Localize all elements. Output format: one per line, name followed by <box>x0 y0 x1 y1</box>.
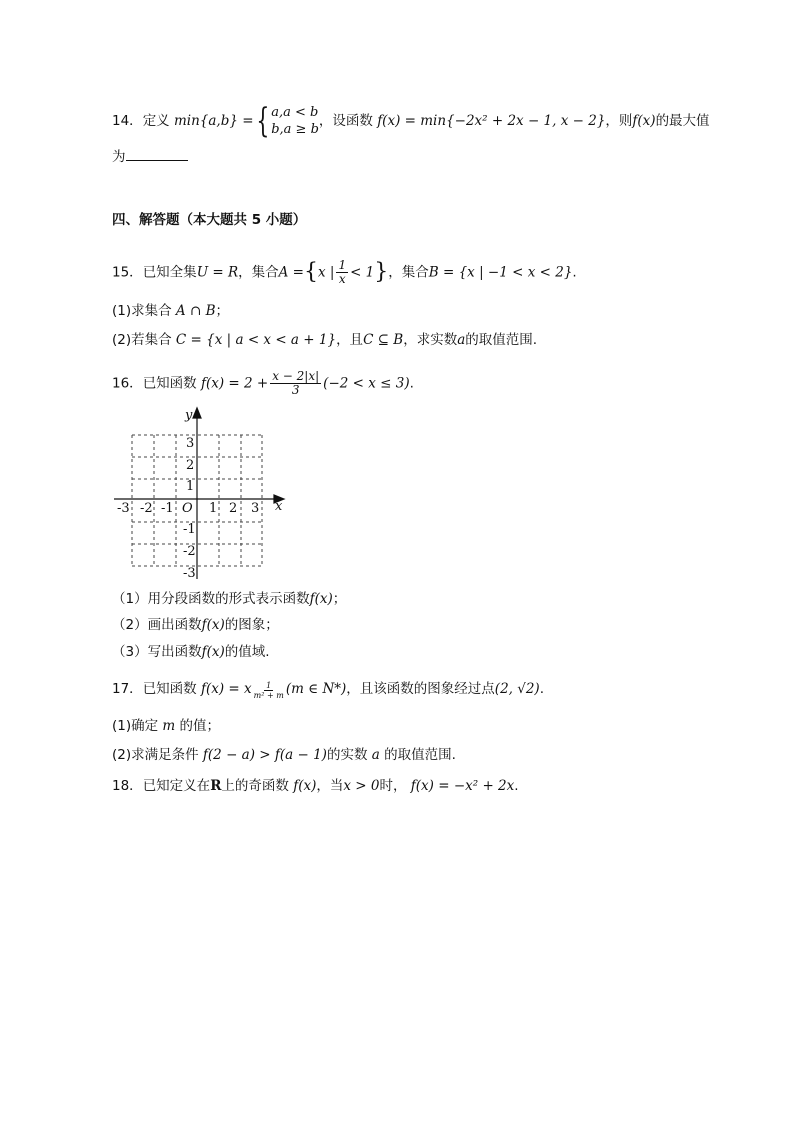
axes <box>114 408 284 579</box>
q14-line1: 14．定义 min{a,b} ={ a,a < b b,a ≥ b ，设函数 f(x) = min{−2x² + 2x − 1, x − 2}，则f(x)的最大值 <box>112 101 710 141</box>
exponent-fraction: $\frac{1}{\text{m² + m}}$ <box>253 680 284 700</box>
q17-number: 17． <box>112 681 143 697</box>
q17-line1: 17．已知函数 f(x) = x $\frac{1}{\text{m² + m}}$ (m ∈ N*)，且该函数的图象经过点(2, √2). <box>112 680 544 700</box>
fraction: $\frac{x - 2|x|}{3}$ <box>272 369 320 397</box>
x-tick-label: 1 <box>209 501 218 516</box>
coordinate-grid <box>112 402 292 584</box>
y-tick-label: -1 <box>183 522 196 537</box>
cases-block: a,a < b b,a ≥ b <box>271 105 319 137</box>
q16-part1: （1）用分段函数的形式表示函数f(x)； <box>112 591 347 607</box>
origin-label: O <box>182 501 193 516</box>
q15-number: 15． <box>112 264 143 281</box>
q16-part3: （3）写出函数f(x)的值域. <box>112 644 270 660</box>
y-tick-label: 1 <box>186 479 195 494</box>
q15-part1: (1)求集合 A ∩ B； <box>112 303 229 319</box>
x-tick-label: 3 <box>251 501 260 516</box>
y-tick-label: -3 <box>183 566 196 581</box>
q16-line1: 16．已知函数 f(x) = 2 + $\frac{x - 2|x|}{3}$ (−2 < x ≤ 3). <box>112 369 414 397</box>
section-heading: 四、解答题（本大题共 5 小题） <box>112 212 307 228</box>
q17-part2: (2)求满足条件 f(2 − a) > f(a − 1)的实数 a 的取值范围. <box>112 747 456 763</box>
q18-line1: 18．已知定义在R上的奇函数 f(x)，当x > 0时， f(x) = −x² + 2x. <box>112 778 519 794</box>
x-tick-label: -2 <box>140 501 153 516</box>
q14-number: 14． <box>112 113 143 129</box>
fraction: $\frac{1}{x}$ <box>338 258 347 286</box>
q17-part1: (1)确定 m 的值； <box>112 718 221 734</box>
y-tick-label: -2 <box>183 544 196 559</box>
y-axis-label: y <box>185 408 193 423</box>
q16-part2: （2）画出函数f(x)的图象； <box>112 617 279 633</box>
answer-blank <box>126 148 188 161</box>
q18-number: 18． <box>112 778 143 794</box>
y-arrow-icon <box>193 408 201 418</box>
q14-line2: 为 <box>112 147 188 167</box>
q15-part2: (2)若集合 C = {x | a < x < a + 1}，且C ⊆ B，求实数a的取值范围. <box>112 332 538 348</box>
q16-number: 16． <box>112 375 143 392</box>
x-tick-label: -3 <box>117 501 130 516</box>
x-tick-label: -1 <box>161 501 174 516</box>
x-tick-label: 2 <box>229 501 238 516</box>
left-brace-icon: { <box>255 101 269 141</box>
y-tick-label: 2 <box>186 458 195 473</box>
x-axis-label: x <box>275 499 283 514</box>
y-tick-label: 3 <box>186 436 195 451</box>
q15-line1: 15．已知全集U = R，集合A ={x | $\frac{1}{x}$ < 1}，集合B = {x | −1 < x < 2}. <box>112 258 577 286</box>
